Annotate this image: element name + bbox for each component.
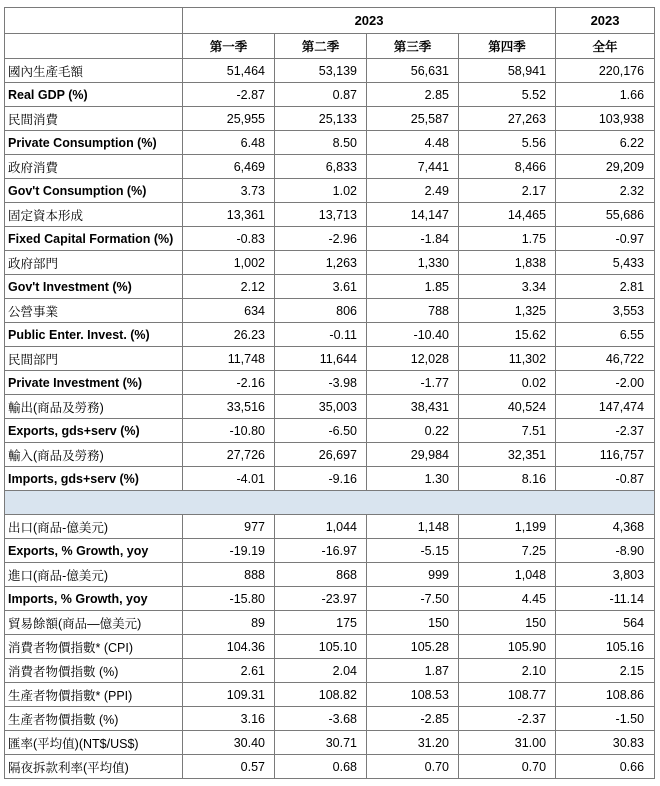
cell-year: 46,722 bbox=[556, 347, 655, 371]
row-label: 民間消費 bbox=[5, 107, 183, 131]
cell-q2: 1.02 bbox=[275, 179, 367, 203]
cell-q3: 108.53 bbox=[367, 683, 459, 707]
cell-year: 55,686 bbox=[556, 203, 655, 227]
cell-q4: 58,941 bbox=[459, 59, 556, 83]
row-label: Private Consumption (%) bbox=[5, 131, 183, 155]
table-row bbox=[5, 59, 655, 83]
table-row bbox=[5, 179, 655, 203]
cell-q4: 27,263 bbox=[459, 107, 556, 131]
cell-q3: 1,148 bbox=[367, 515, 459, 539]
cell-q2: 53,139 bbox=[275, 59, 367, 83]
cell-q3: 1,330 bbox=[367, 251, 459, 275]
cell-q4: 105.90 bbox=[459, 635, 556, 659]
cell-year: 6.55 bbox=[556, 323, 655, 347]
row-label: 固定資本形成 bbox=[5, 203, 183, 227]
row-label: 貿易餘額(商品—億美元) bbox=[5, 611, 183, 635]
cell-q2: 868 bbox=[275, 563, 367, 587]
separator-cell bbox=[556, 491, 655, 515]
header-q1: 第一季 bbox=[183, 34, 275, 59]
header-q2: 第二季 bbox=[275, 34, 367, 59]
cell-q1: 27,726 bbox=[183, 443, 275, 467]
cell-q4: 0.02 bbox=[459, 371, 556, 395]
cell-q2: 0.68 bbox=[275, 755, 367, 779]
cell-q2: -23.97 bbox=[275, 587, 367, 611]
cell-q2: -2.96 bbox=[275, 227, 367, 251]
table-row bbox=[5, 323, 655, 347]
cell-q4: 1,048 bbox=[459, 563, 556, 587]
cell-q3: -1.77 bbox=[367, 371, 459, 395]
cell-q4: 108.77 bbox=[459, 683, 556, 707]
row-label: Exports, gds+serv (%) bbox=[5, 419, 183, 443]
row-label: 輸出(商品及勞務) bbox=[5, 395, 183, 419]
cell-q3: -2.85 bbox=[367, 707, 459, 731]
table-row bbox=[5, 515, 655, 539]
cell-q3: -1.84 bbox=[367, 227, 459, 251]
table-row bbox=[5, 659, 655, 683]
cell-q3: 1.85 bbox=[367, 275, 459, 299]
cell-year: 1.66 bbox=[556, 83, 655, 107]
cell-q4: 5.52 bbox=[459, 83, 556, 107]
separator-cell bbox=[183, 491, 275, 515]
cell-q4: 15.62 bbox=[459, 323, 556, 347]
cell-year: 147,474 bbox=[556, 395, 655, 419]
table-row bbox=[5, 395, 655, 419]
cell-q2: 25,133 bbox=[275, 107, 367, 131]
table-row bbox=[5, 539, 655, 563]
row-label: 隔夜拆款利率(平均值) bbox=[5, 755, 183, 779]
cell-q1: 13,361 bbox=[183, 203, 275, 227]
cell-year: -8.90 bbox=[556, 539, 655, 563]
cell-q2: -6.50 bbox=[275, 419, 367, 443]
cell-q1: 33,516 bbox=[183, 395, 275, 419]
table-row bbox=[5, 611, 655, 635]
row-label: Imports, % Growth, yoy bbox=[5, 587, 183, 611]
cell-q2: 3.61 bbox=[275, 275, 367, 299]
cell-q1: 3.16 bbox=[183, 707, 275, 731]
cell-year: -11.14 bbox=[556, 587, 655, 611]
cell-q4: 2.10 bbox=[459, 659, 556, 683]
cell-q1: 109.31 bbox=[183, 683, 275, 707]
table-row bbox=[5, 347, 655, 371]
cell-q4: 32,351 bbox=[459, 443, 556, 467]
cell-q3: -5.15 bbox=[367, 539, 459, 563]
cell-q1: 0.57 bbox=[183, 755, 275, 779]
cell-q1: 89 bbox=[183, 611, 275, 635]
row-label: Imports, gds+serv (%) bbox=[5, 467, 183, 491]
cell-q2: 11,644 bbox=[275, 347, 367, 371]
cell-q4: 14,465 bbox=[459, 203, 556, 227]
cell-year: 220,176 bbox=[556, 59, 655, 83]
cell-year: 6.22 bbox=[556, 131, 655, 155]
cell-year: 2.15 bbox=[556, 659, 655, 683]
row-label: 生產者物價指數* (PPI) bbox=[5, 683, 183, 707]
cell-q3: 105.28 bbox=[367, 635, 459, 659]
cell-year: 2.81 bbox=[556, 275, 655, 299]
table-row bbox=[5, 251, 655, 275]
cell-q1: 25,955 bbox=[183, 107, 275, 131]
separator-cell bbox=[459, 491, 556, 515]
cell-year: 103,938 bbox=[556, 107, 655, 131]
table-row bbox=[5, 371, 655, 395]
cell-year: -1.50 bbox=[556, 707, 655, 731]
row-label: 消費者物價指數 (%) bbox=[5, 659, 183, 683]
cell-q4: 0.70 bbox=[459, 755, 556, 779]
separator-cell bbox=[275, 491, 367, 515]
row-label: 輸入(商品及勞務) bbox=[5, 443, 183, 467]
cell-q1: 2.12 bbox=[183, 275, 275, 299]
cell-q3: 7,441 bbox=[367, 155, 459, 179]
table-row bbox=[5, 83, 655, 107]
row-label: 生產者物價指數 (%) bbox=[5, 707, 183, 731]
row-label: Exports, % Growth, yoy bbox=[5, 539, 183, 563]
cell-q1: 104.36 bbox=[183, 635, 275, 659]
separator-cell bbox=[367, 491, 459, 515]
cell-q1: -10.80 bbox=[183, 419, 275, 443]
cell-q4: 1,325 bbox=[459, 299, 556, 323]
cell-year: 5,433 bbox=[556, 251, 655, 275]
section-separator bbox=[5, 491, 655, 515]
cell-q2: 35,003 bbox=[275, 395, 367, 419]
table-row bbox=[5, 107, 655, 131]
cell-q2: 26,697 bbox=[275, 443, 367, 467]
cell-q3: 150 bbox=[367, 611, 459, 635]
cell-q1: -2.87 bbox=[183, 83, 275, 107]
cell-q4: 7.25 bbox=[459, 539, 556, 563]
cell-year: 3,553 bbox=[556, 299, 655, 323]
cell-q1: -19.19 bbox=[183, 539, 275, 563]
table-row bbox=[5, 131, 655, 155]
cell-q4: 3.34 bbox=[459, 275, 556, 299]
cell-q4: 8.16 bbox=[459, 467, 556, 491]
cell-q4: 40,524 bbox=[459, 395, 556, 419]
header-annual: 全年 bbox=[556, 34, 655, 59]
table-row bbox=[5, 467, 655, 491]
cell-q1: -0.83 bbox=[183, 227, 275, 251]
row-label: 政府部門 bbox=[5, 251, 183, 275]
cell-q2: 806 bbox=[275, 299, 367, 323]
row-label: 消費者物價指數* (CPI) bbox=[5, 635, 183, 659]
cell-q3: 1.87 bbox=[367, 659, 459, 683]
cell-q2: 8.50 bbox=[275, 131, 367, 155]
cell-q2: 108.82 bbox=[275, 683, 367, 707]
row-label: 政府消費 bbox=[5, 155, 183, 179]
cell-q4: 1,199 bbox=[459, 515, 556, 539]
row-label: Gov't Investment (%) bbox=[5, 275, 183, 299]
table-row bbox=[5, 563, 655, 587]
cell-q3: 4.48 bbox=[367, 131, 459, 155]
year-header-annual: 2023 bbox=[556, 8, 655, 34]
cell-q2: 2.04 bbox=[275, 659, 367, 683]
row-label: 匯率(平均值)(NT$/US$) bbox=[5, 731, 183, 755]
cell-year: 108.86 bbox=[556, 683, 655, 707]
cell-q2: 105.10 bbox=[275, 635, 367, 659]
cell-q2: -16.97 bbox=[275, 539, 367, 563]
row-label: 國內生產毛額 bbox=[5, 59, 183, 83]
cell-q1: 51,464 bbox=[183, 59, 275, 83]
cell-q4: 7.51 bbox=[459, 419, 556, 443]
cell-q1: 6.48 bbox=[183, 131, 275, 155]
cell-q3: 25,587 bbox=[367, 107, 459, 131]
cell-year: 2.32 bbox=[556, 179, 655, 203]
cell-q2: -0.11 bbox=[275, 323, 367, 347]
cell-q1: 3.73 bbox=[183, 179, 275, 203]
cell-q4: 5.56 bbox=[459, 131, 556, 155]
table-row bbox=[5, 299, 655, 323]
cell-q3: -7.50 bbox=[367, 587, 459, 611]
cell-q2: 6,833 bbox=[275, 155, 367, 179]
table-row bbox=[5, 755, 655, 779]
table-row bbox=[5, 635, 655, 659]
cell-q3: -10.40 bbox=[367, 323, 459, 347]
cell-year: 4,368 bbox=[556, 515, 655, 539]
cell-q1: 30.40 bbox=[183, 731, 275, 755]
cell-year: 29,209 bbox=[556, 155, 655, 179]
year-header-quarters: 2023 bbox=[183, 8, 556, 34]
cell-q3: 0.22 bbox=[367, 419, 459, 443]
cell-year: -0.87 bbox=[556, 467, 655, 491]
cell-year: 564 bbox=[556, 611, 655, 635]
cell-q2: -9.16 bbox=[275, 467, 367, 491]
cell-q4: 1.75 bbox=[459, 227, 556, 251]
cell-q1: 634 bbox=[183, 299, 275, 323]
cell-q3: 2.49 bbox=[367, 179, 459, 203]
cell-q1: 6,469 bbox=[183, 155, 275, 179]
row-label: 公營事業 bbox=[5, 299, 183, 323]
table-row bbox=[5, 203, 655, 227]
cell-q1: 2.61 bbox=[183, 659, 275, 683]
table-row bbox=[5, 587, 655, 611]
cell-q2: 30.71 bbox=[275, 731, 367, 755]
cell-q4: 150 bbox=[459, 611, 556, 635]
cell-q3: 999 bbox=[367, 563, 459, 587]
cell-year: -2.37 bbox=[556, 419, 655, 443]
cell-year: -0.97 bbox=[556, 227, 655, 251]
row-label: 出口(商品-億美元) bbox=[5, 515, 183, 539]
table-row bbox=[5, 731, 655, 755]
table-row bbox=[5, 419, 655, 443]
cell-q3: 788 bbox=[367, 299, 459, 323]
cell-q4: 1,838 bbox=[459, 251, 556, 275]
cell-year: -2.00 bbox=[556, 371, 655, 395]
cell-q1: -4.01 bbox=[183, 467, 275, 491]
cell-q3: 12,028 bbox=[367, 347, 459, 371]
table-row bbox=[5, 683, 655, 707]
cell-q3: 38,431 bbox=[367, 395, 459, 419]
row-label: Gov't Consumption (%) bbox=[5, 179, 183, 203]
header-blank-cell bbox=[5, 34, 183, 59]
cell-q4: -2.37 bbox=[459, 707, 556, 731]
table-row bbox=[5, 275, 655, 299]
table-row bbox=[5, 443, 655, 467]
period-header-row bbox=[5, 34, 655, 59]
table-row bbox=[5, 707, 655, 731]
row-label: Public Enter. Invest. (%) bbox=[5, 323, 183, 347]
cell-year: 105.16 bbox=[556, 635, 655, 659]
cell-q4: 31.00 bbox=[459, 731, 556, 755]
table-row bbox=[5, 227, 655, 251]
cell-q4: 4.45 bbox=[459, 587, 556, 611]
separator-cell bbox=[5, 491, 183, 515]
cell-q3: 2.85 bbox=[367, 83, 459, 107]
cell-year: 116,757 bbox=[556, 443, 655, 467]
cell-q4: 2.17 bbox=[459, 179, 556, 203]
cell-q1: 11,748 bbox=[183, 347, 275, 371]
cell-q3: 31.20 bbox=[367, 731, 459, 755]
cell-year: 30.83 bbox=[556, 731, 655, 755]
row-label: 民間部門 bbox=[5, 347, 183, 371]
cell-q1: -15.80 bbox=[183, 587, 275, 611]
cell-q4: 8,466 bbox=[459, 155, 556, 179]
cell-q2: -3.68 bbox=[275, 707, 367, 731]
cell-q2: 175 bbox=[275, 611, 367, 635]
cell-q3: 14,147 bbox=[367, 203, 459, 227]
cell-q1: 26.23 bbox=[183, 323, 275, 347]
row-label: Real GDP (%) bbox=[5, 83, 183, 107]
cell-year: 0.66 bbox=[556, 755, 655, 779]
cell-q4: 11,302 bbox=[459, 347, 556, 371]
header-q4: 第四季 bbox=[459, 34, 556, 59]
cell-q3: 0.70 bbox=[367, 755, 459, 779]
cell-q1: -2.16 bbox=[183, 371, 275, 395]
year-header-row bbox=[5, 8, 655, 34]
cell-q3: 29,984 bbox=[367, 443, 459, 467]
cell-q1: 1,002 bbox=[183, 251, 275, 275]
row-label: Private Investment (%) bbox=[5, 371, 183, 395]
cell-q2: -3.98 bbox=[275, 371, 367, 395]
row-label: Fixed Capital Formation (%) bbox=[5, 227, 183, 251]
cell-q1: 977 bbox=[183, 515, 275, 539]
cell-q2: 1,044 bbox=[275, 515, 367, 539]
header-q3: 第三季 bbox=[367, 34, 459, 59]
cell-q2: 1,263 bbox=[275, 251, 367, 275]
table-row bbox=[5, 155, 655, 179]
cell-q2: 13,713 bbox=[275, 203, 367, 227]
cell-year: 3,803 bbox=[556, 563, 655, 587]
header-blank-cell bbox=[5, 8, 183, 34]
row-label: 進口(商品-億美元) bbox=[5, 563, 183, 587]
cell-q2: 0.87 bbox=[275, 83, 367, 107]
economic-indicators-table bbox=[4, 7, 655, 779]
cell-q1: 888 bbox=[183, 563, 275, 587]
cell-q3: 56,631 bbox=[367, 59, 459, 83]
cell-q3: 1.30 bbox=[367, 467, 459, 491]
